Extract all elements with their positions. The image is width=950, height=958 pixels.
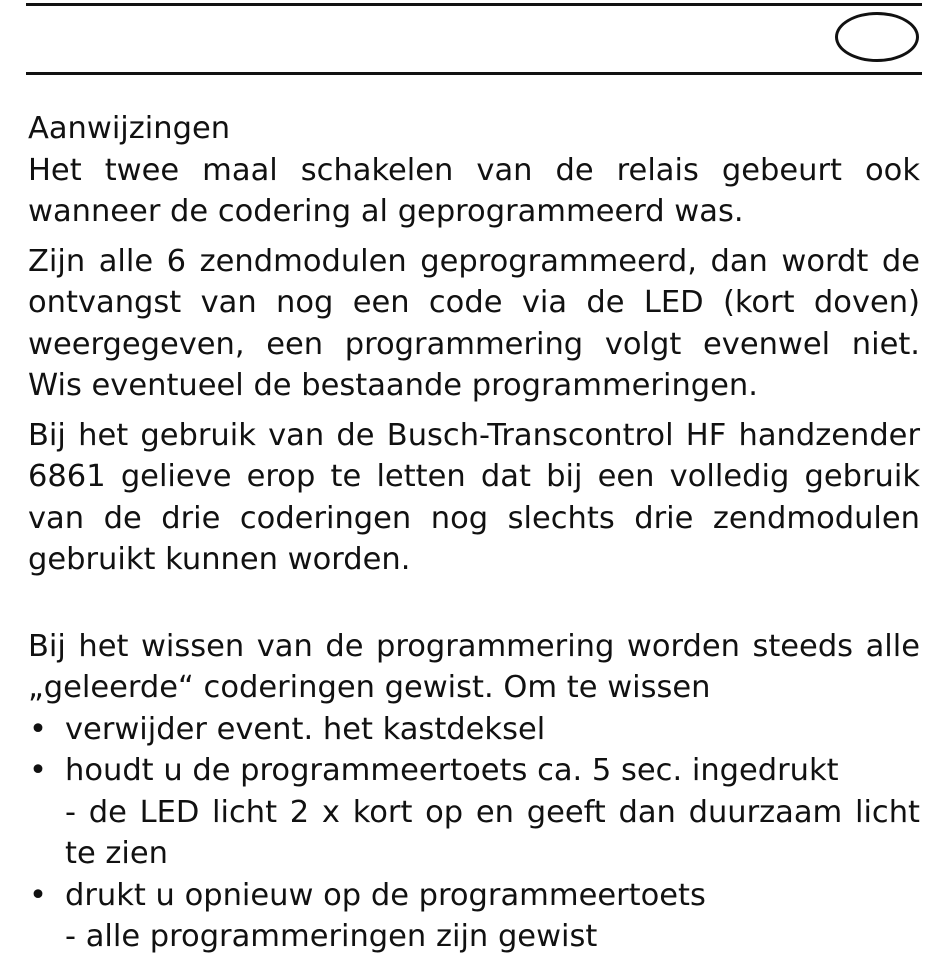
erase-steps-list <box>28 709 920 958</box>
step-text: houdt u de programmeertoets ca. 5 sec. ingedrukt <box>65 753 839 788</box>
paragraph-relay-switching: Het twee maal schakelen van de relais gebeurt ook wanneer de codering al geprogrammeerd was. <box>28 152 920 229</box>
erase-step-2 <box>28 750 920 875</box>
paragraph-six-modules: Zijn alle 6 zendmodulen geprogrammeerd, dan wordt de ontvangst van nog een code via de LED (kort doven) weergegeven, een programmering volgt evenwel niet. Wis eventueel de bestaande programmeringen. <box>28 243 920 403</box>
paragraph-erase-intro: Bij het wissen van de programmering worden steeds alle „geleerde“ coderingen gewist. Om te wissen <box>28 628 920 705</box>
step-text: verwijder event. het kastdeksel <box>65 711 546 747</box>
step-text: drukt u opnieuw op de programmeertoets <box>65 877 706 913</box>
step-result: - alle programmeringen zijn gewist <box>65 919 598 954</box>
bullet-icon: • <box>29 753 47 788</box>
header-rule <box>26 72 922 75</box>
step-result: - de LED licht 2 x kort op en geeft dan duurzaam licht te zien <box>65 794 920 871</box>
erase-step-3 <box>28 875 920 958</box>
section-heading: Aanwijzingen <box>28 111 231 146</box>
erase-step-1 <box>28 709 920 751</box>
paragraph-hand-transmitter: Bij het gebruik van de Busch-Transcontrol HF handzender 6861 gelieve erop te letten dat bij een volledig gebruik van de drie coderingen nog slechts drie zendmodulen gebruikt kunnen worden. <box>28 417 920 577</box>
bullet-icon: • <box>29 711 47 747</box>
bullet-icon: • <box>29 877 47 913</box>
page-oval-marker <box>835 12 919 62</box>
top-rule <box>26 3 922 6</box>
instructions-content <box>28 108 920 958</box>
